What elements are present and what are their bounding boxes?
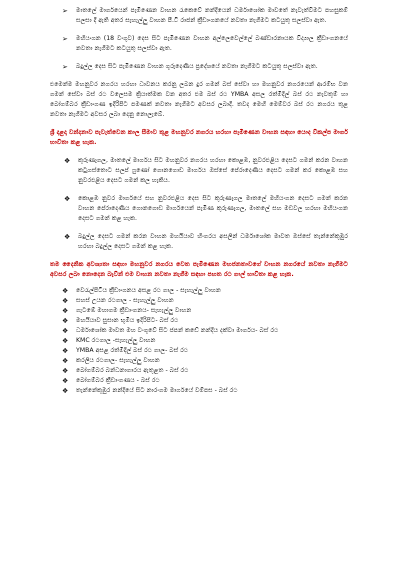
diamond-bullet-icon: ❖ bbox=[62, 327, 69, 335]
list-item bbox=[50, 156, 348, 186]
diamond-bullet-icon: ❖ bbox=[62, 387, 69, 395]
parking-list bbox=[50, 286, 348, 396]
list-item bbox=[50, 194, 348, 224]
list-item-text: ගැටඹේ මහාගම ක්‍රීඩාංගනය- සැහැල්ලු වාහන bbox=[76, 307, 192, 314]
section-heading: ශ්‍රී දළදා වන්දනාව පැවැත්වෙන කාල සීමාව තුළ මහනුවර නගරය හරහා පැමිණෙන වාහන සඳහා යොද විකල්ප මාර්ග භාවිතා කළ හැක. bbox=[50, 129, 348, 146]
diamond-bullet-icon: ❖ bbox=[62, 317, 69, 325]
bullet-text: මහියංගන (18 වංගුව) දෙස සිට පැමිණෙන වාහන අල්ලෙවෙල්ලේ බණ්ඩාරනායක විද්‍යාල ක්‍රීඩාංගනයේ නවතා නැගීමට කටයුතු සලස්වා ඇත. bbox=[76, 35, 348, 52]
list-item-text: බෝගම්බර ක්‍රීඩාංගණය - බස් රථ bbox=[76, 377, 160, 384]
diamond-bullet-icon: ❖ bbox=[62, 367, 69, 375]
list-item-text: බෝගම්බර බන්ධනාගාරය ඇතුළත - බස් රථ bbox=[76, 367, 189, 374]
bullet-text: කොළඹ නුවර මාර්ගයේ සහ නුවරඑළිය දෙස සිට කුරුණෑගල මාතලේ මහියංගන දෙසට ගමන් කරන වාහන පේරාදෙණිය ගොනගොඩ මාර්ගයෙන් පැමිණ කුරුණෑගල, මාතලේ සහ මඩවල හරහා මහියංගන දෙසට ගමන් කළ හැක. bbox=[78, 195, 348, 222]
list-item-text: සහස් උයන රථගාල - සැහැල්ලු වාහන bbox=[76, 297, 174, 304]
list-item-text: වෙරැල්පිටිය ක්‍රීඩාංගනය අසළ රථ ගාල - සැහැල්ලු වාහන bbox=[76, 287, 221, 294]
diamond-bullet-icon: ❖ bbox=[62, 287, 69, 295]
diamond-bullet-icon: ❖ bbox=[62, 377, 69, 385]
list-item bbox=[50, 356, 348, 366]
list-item-text: තැන්නේකුඹුර නන්දියේ සිට නාරංගම මාර්ගයේ වම්පස - බස් රථ bbox=[76, 387, 238, 394]
diamond-bullet-icon: ❖ bbox=[62, 337, 69, 345]
list-item bbox=[50, 326, 348, 336]
diamond-bullet-icon: ❖ bbox=[62, 347, 69, 355]
diamond-bullet-icon: ❖ bbox=[64, 157, 71, 165]
list-item bbox=[50, 34, 348, 54]
bullet-text: බදුල්ල දෙසට ගමන් කරන වාහන මහයියාව හිංගරය අසලින් ධර්මාශෝක මාවත ඔස්සේ තැන්නේකුඹුර හරහා බදුල්ල දෙසට ගමන් කළ හැක. bbox=[78, 233, 348, 250]
section-heading: තම දෛනික අවශ්‍යතා සඳහා මහනුවර නගරය වෙත පැමිණෙන මහජනතාවගේ වාහන නගරයේ නවතා නැගීමට අවසර ලබා නොදෙන බැවින් එම වාහන නවතා නැගීම සඳහා පහත රථ ගාල් භාවිතා කළ හැක. bbox=[50, 261, 348, 278]
list-item bbox=[50, 286, 348, 296]
list-item bbox=[50, 366, 348, 376]
list-item-text: ධර්මාශෝක මාවත මහ වංගුවේ සිට ජපන් කඩේ නන්දිය දක්වා මාර්ගය- බස් රථ bbox=[76, 327, 279, 334]
bullet-text: බදුල්ල දෙස සිට පැමිණෙන වාහන ගුරුදෙණිය ප්‍රදේශයේ නවතා නැගීමට කටයුතු සලස්වා ඇත. bbox=[76, 63, 318, 70]
diamond-bullet-icon: ❖ bbox=[64, 195, 71, 203]
bullet-text: මාතලේ මාර්ගයෙන් පැමිණෙන වාහන රැකෙවේ නන්දියෙන් ධර්මාශෝක මාවතේ නැවැත්වීමට පහසුකම් සලසා දී ඇති අතර සැහැල්ලු වාහන පී.ටී රාජන් ක්‍රීඩාංගනයේ නවතා නැගීමට කටයුතු සලස්වා ඇත. bbox=[76, 7, 348, 24]
list-item-text: KMC රථගාල -සැහැල්ලු වාහන bbox=[76, 337, 156, 344]
list-item bbox=[50, 62, 348, 72]
list-item bbox=[50, 346, 348, 356]
diamond-bullet-icon: ❖ bbox=[64, 233, 71, 241]
list-item bbox=[50, 232, 348, 252]
list-item bbox=[50, 336, 348, 346]
list-item-text: මහයියාව සුසාන භූමිය ඉදිරිපිට- බස් රථ bbox=[76, 317, 179, 324]
diamond-bullet-icon: ❖ bbox=[62, 297, 69, 305]
middle-bullet-list bbox=[50, 156, 348, 252]
list-item bbox=[50, 316, 348, 326]
top-bullet-list bbox=[50, 6, 348, 72]
list-item bbox=[50, 376, 348, 386]
diamond-bullet-icon: ❖ bbox=[62, 357, 69, 365]
list-item bbox=[50, 6, 348, 26]
diamond-bullet-icon: ❖ bbox=[62, 307, 69, 315]
arrowhead-bullet-icon: ➢ bbox=[62, 63, 68, 71]
body-paragraph: එමෙන්ම මහනුවර නගරය හරහා ධාවනය කරනු ලබන දුර ගමන් බස් සේවා හා මහනුවර නගරයෙන් ආරම්භ වන ගමන් සේවා බස් රථ වලෙසම ක්‍රියාත්මක වන අතර එම බස් රථ YMBA අසල රත්මිදිල් බස් රථ නැවතුම් හා බෝගම්බර ක්‍රීඩාංගණ ඉදිරිපිට පමණක් නවතා නැගීමට අවසර ලබාදී. තවද මෙහි මෙම්වර බස් රථ නගරය තුළ නවතා නැගීමට අවසර ලබා දෙනු නොලැබේ. bbox=[50, 81, 348, 118]
list-item-text: කරලිය රථගාල- සැහැල්ලු වාහන bbox=[76, 357, 160, 364]
list-item bbox=[50, 386, 348, 396]
list-item bbox=[50, 306, 348, 316]
arrowhead-bullet-icon: ➢ bbox=[62, 7, 68, 15]
arrowhead-bullet-icon: ➢ bbox=[62, 35, 68, 43]
bullet-text: කුරුණෑගල, මාතලේ මාර්ගය සිට මහනුවර නගරය හරහා කොළඹ, නුවරඑළිය දෙසට ගමන් කරන වාහන කටුගස්තොට සලප් ෆුණෝ ගොනගොඩ මාර්ගය ඔස්සේ පේරාදෙණිය දෙසට ගමන් කර කොළඹ සහ නුවරඑළිය දෙසට ගමන් කල හැකිය. bbox=[78, 157, 348, 184]
list-item bbox=[50, 296, 348, 306]
list-item-text: YMBA අසළ රත්මිදිල් බස් රථ ගාල- බස් රථ bbox=[76, 347, 189, 354]
